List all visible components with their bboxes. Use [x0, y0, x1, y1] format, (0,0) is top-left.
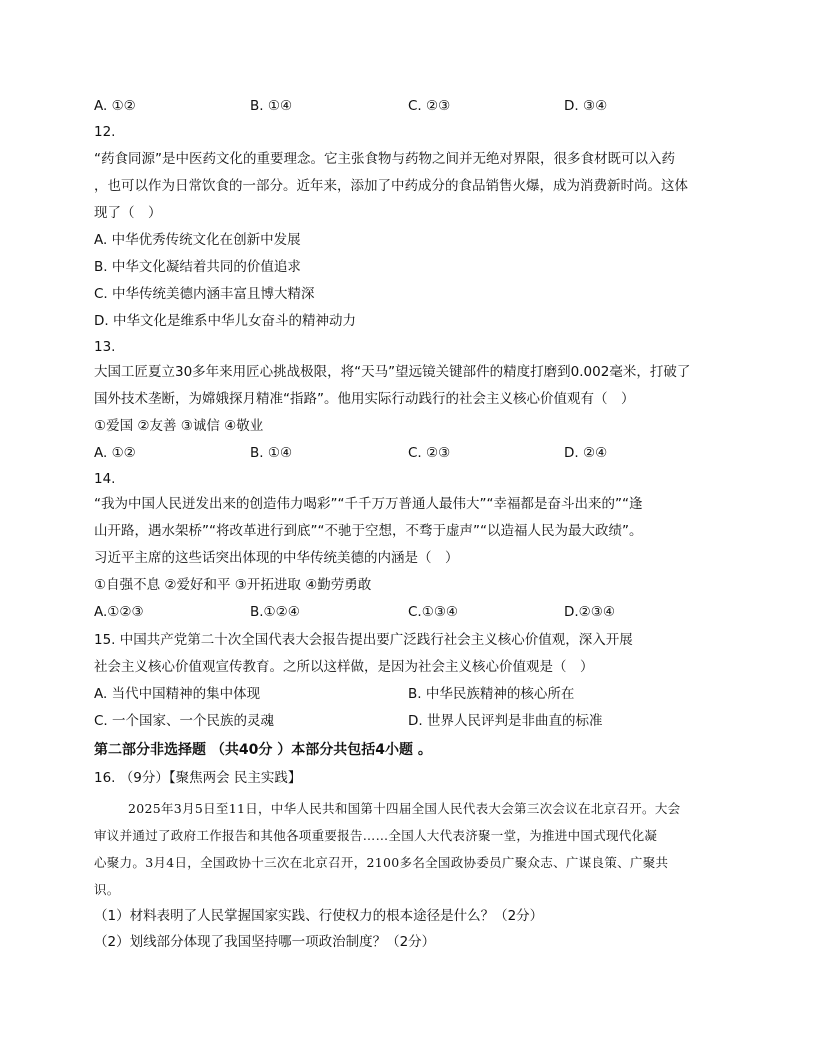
q16-material-line-2: 审议并通过了政府工作报告和其他各项重要报告……全国人大代表济聚一堂，为推进中国式现代化凝: [94, 828, 658, 843]
q16-material-line-4: 识。: [94, 882, 120, 897]
q12-option-b[interactable]: B. 中华文化凝结着共同的价值追求: [94, 259, 301, 275]
q13-stem-line-2: 国外技术垄断，为嫦娥探月精准“指路”。他用实际行动践行的社会主义核心价值观有（ ）: [94, 391, 635, 407]
q12-stem-line-1: “药食同源”是中医药文化的重要理念。它主张食物与药物之间并无绝对界限，很多食材既可以入药: [94, 151, 675, 167]
q13-option-d[interactable]: D. ②④: [564, 445, 608, 461]
q14-option-c[interactable]: C.①③④: [408, 604, 459, 620]
q11-option-b[interactable]: B. ①④: [250, 98, 293, 114]
q16-material-line-3: 心聚力。3月4日，全国政协十三次在北京召开，2100多名全国政协委员广聚众志、广谋良策、广聚共: [94, 855, 669, 870]
q14-stem-line-1: “我为中国人民迸发出来的创造伟力喝彩”“千千万万普通人最伟大”“幸福都是奋斗出来的”“逢: [94, 496, 643, 512]
q15-stem-line-2: 社会主义核心价值观宣传教育。之所以这样做，是因为社会主义核心价值观是（ ）: [94, 659, 594, 675]
q16-title: 16. （9分）【聚焦两会 民主实践】: [94, 770, 302, 786]
q14-stem-line-2: 山开路，遇水架桥”“将改革进行到底”“不驰于空想，不骛于虚声”“以造福人民为最大政绩”。: [94, 523, 643, 539]
q14-number: 14.: [94, 471, 116, 487]
q13-stem-line-1: 大国工匠夏立30多年来用匠心挑战极限，将“天马”望远镜关键部件的精度打磨到0.002毫米，打破了: [94, 364, 691, 380]
q15-option-d[interactable]: D. 世界人民评判是非曲直的标准: [408, 713, 603, 729]
q16-sub-question-2: （2）划线部分体现了我国坚持哪一项政治制度？（2分）: [94, 934, 436, 950]
q11-option-c[interactable]: C. ②③: [408, 98, 451, 114]
part2-heading: 第二部分非选择题 （共40分 ）本部分共包括4小题 。: [94, 742, 432, 758]
q15-option-b[interactable]: B. 中华民族精神的核心所在: [408, 686, 575, 702]
q15-option-c[interactable]: C. 一个国家、一个民族的灵魂: [94, 713, 275, 729]
q15-stem-line-1: 15. 中国共产党第二十次全国代表大会报告提出要广泛践行社会主义核心价值观，深入开展: [94, 632, 633, 648]
q11-option-d[interactable]: D. ③④: [564, 98, 608, 114]
q13-number: 13.: [94, 339, 116, 355]
q16-sub-question-1: （1）材料表明了人民掌握国家实践、行使权力的根本途径是什么？（2分）: [94, 908, 544, 924]
q14-option-b[interactable]: B.①②④: [250, 604, 300, 620]
q11-options: [94, 96, 734, 116]
q12-stem-line-3: 现了（ ）: [94, 205, 162, 221]
q13-option-c[interactable]: C. ②③: [408, 445, 451, 461]
q14-options: [94, 602, 734, 622]
q14-items: ①自强不息 ②爱好和平 ③开拓进取 ④勤劳勇敢: [94, 577, 372, 593]
q14-option-d[interactable]: D.②③④: [564, 604, 615, 620]
q15-options-row-2: [94, 711, 734, 731]
q15-option-a[interactable]: A. 当代中国精神的集中体现: [94, 686, 261, 702]
q14-stem-line-3: 习近平主席的这些话突出体现的中华传统美德的内涵是（ ）: [94, 550, 459, 566]
q13-option-b[interactable]: B. ①④: [250, 445, 293, 461]
q12-stem-line-2: ，也可以作为日常饮食的一部分。近年来，添加了中药成分的食品销售火爆，成为消费新时尚。这体: [94, 178, 688, 194]
q15-options-row-1: [94, 684, 734, 704]
q13-option-a[interactable]: A. ①②: [94, 445, 136, 461]
q13-items: ①爱国 ②友善 ③诚信 ④敬业: [94, 418, 264, 434]
q14-option-a[interactable]: A.①②③: [94, 604, 144, 620]
q12-option-c[interactable]: C. 中华传统美德内涵丰富且博大精深: [94, 286, 315, 302]
q16-material-line-1: 2025年3月5日至11日，中华人民共和国第十四届全国人民代表大会第三次会议在北京召开。大会: [128, 801, 681, 816]
q11-option-a[interactable]: A. ①②: [94, 98, 136, 114]
q12-number: 12.: [94, 124, 116, 140]
q12-option-a[interactable]: A. 中华优秀传统文化在创新中发展: [94, 232, 301, 248]
q12-option-d[interactable]: D. 中华文化是维系中华儿女奋斗的精神动力: [94, 313, 356, 329]
q13-options: [94, 443, 734, 463]
